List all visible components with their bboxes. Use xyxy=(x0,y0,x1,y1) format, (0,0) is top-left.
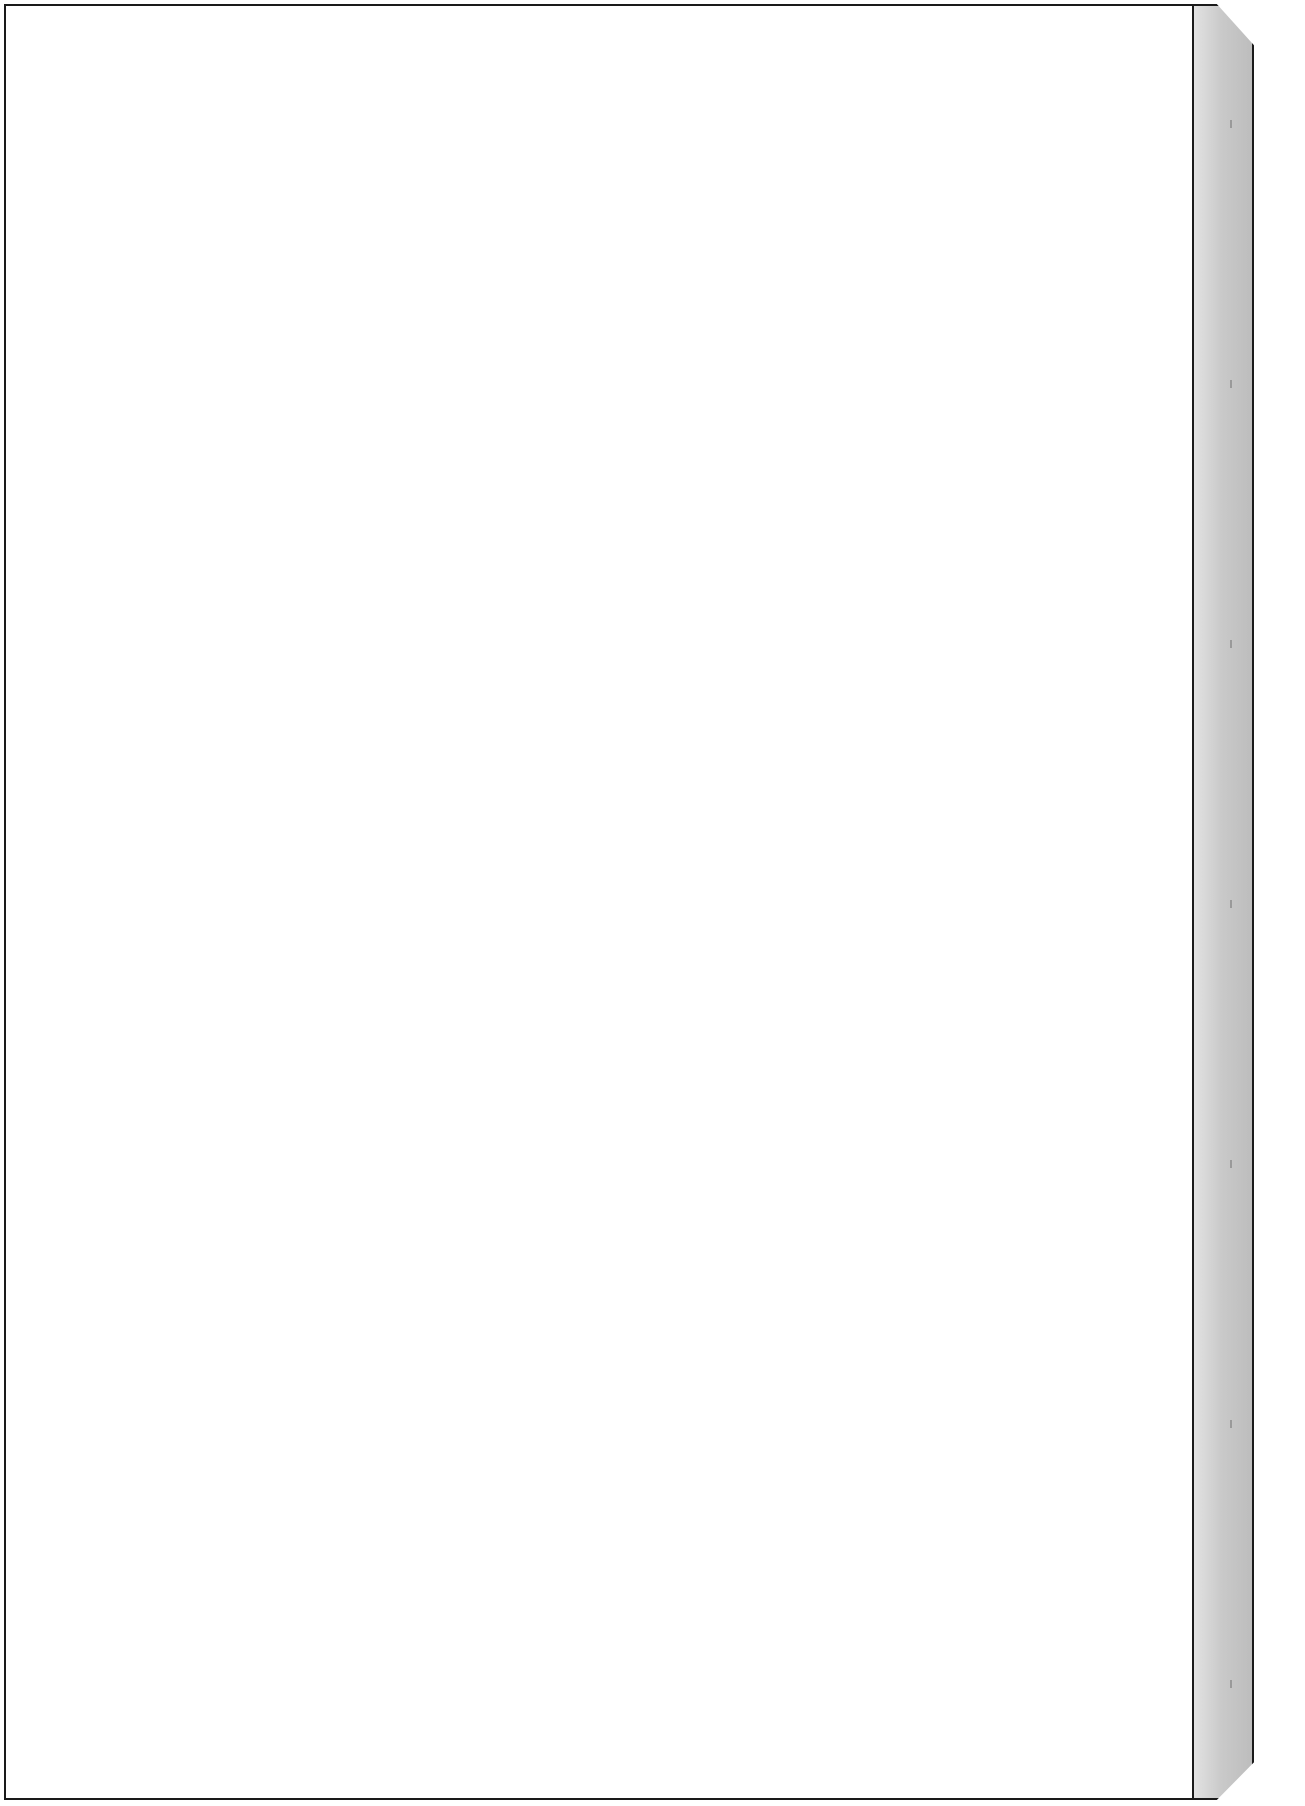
edge-mark xyxy=(1230,120,1232,128)
edge-mark xyxy=(1230,900,1232,908)
book-page xyxy=(4,4,1194,1800)
edge-mark xyxy=(1230,380,1232,388)
edge-mark xyxy=(1230,1680,1232,1688)
edge-mark xyxy=(1230,640,1232,648)
edge-mark xyxy=(1230,1420,1232,1428)
edge-mark xyxy=(1230,1160,1232,1168)
page-edge xyxy=(1192,4,1254,1800)
